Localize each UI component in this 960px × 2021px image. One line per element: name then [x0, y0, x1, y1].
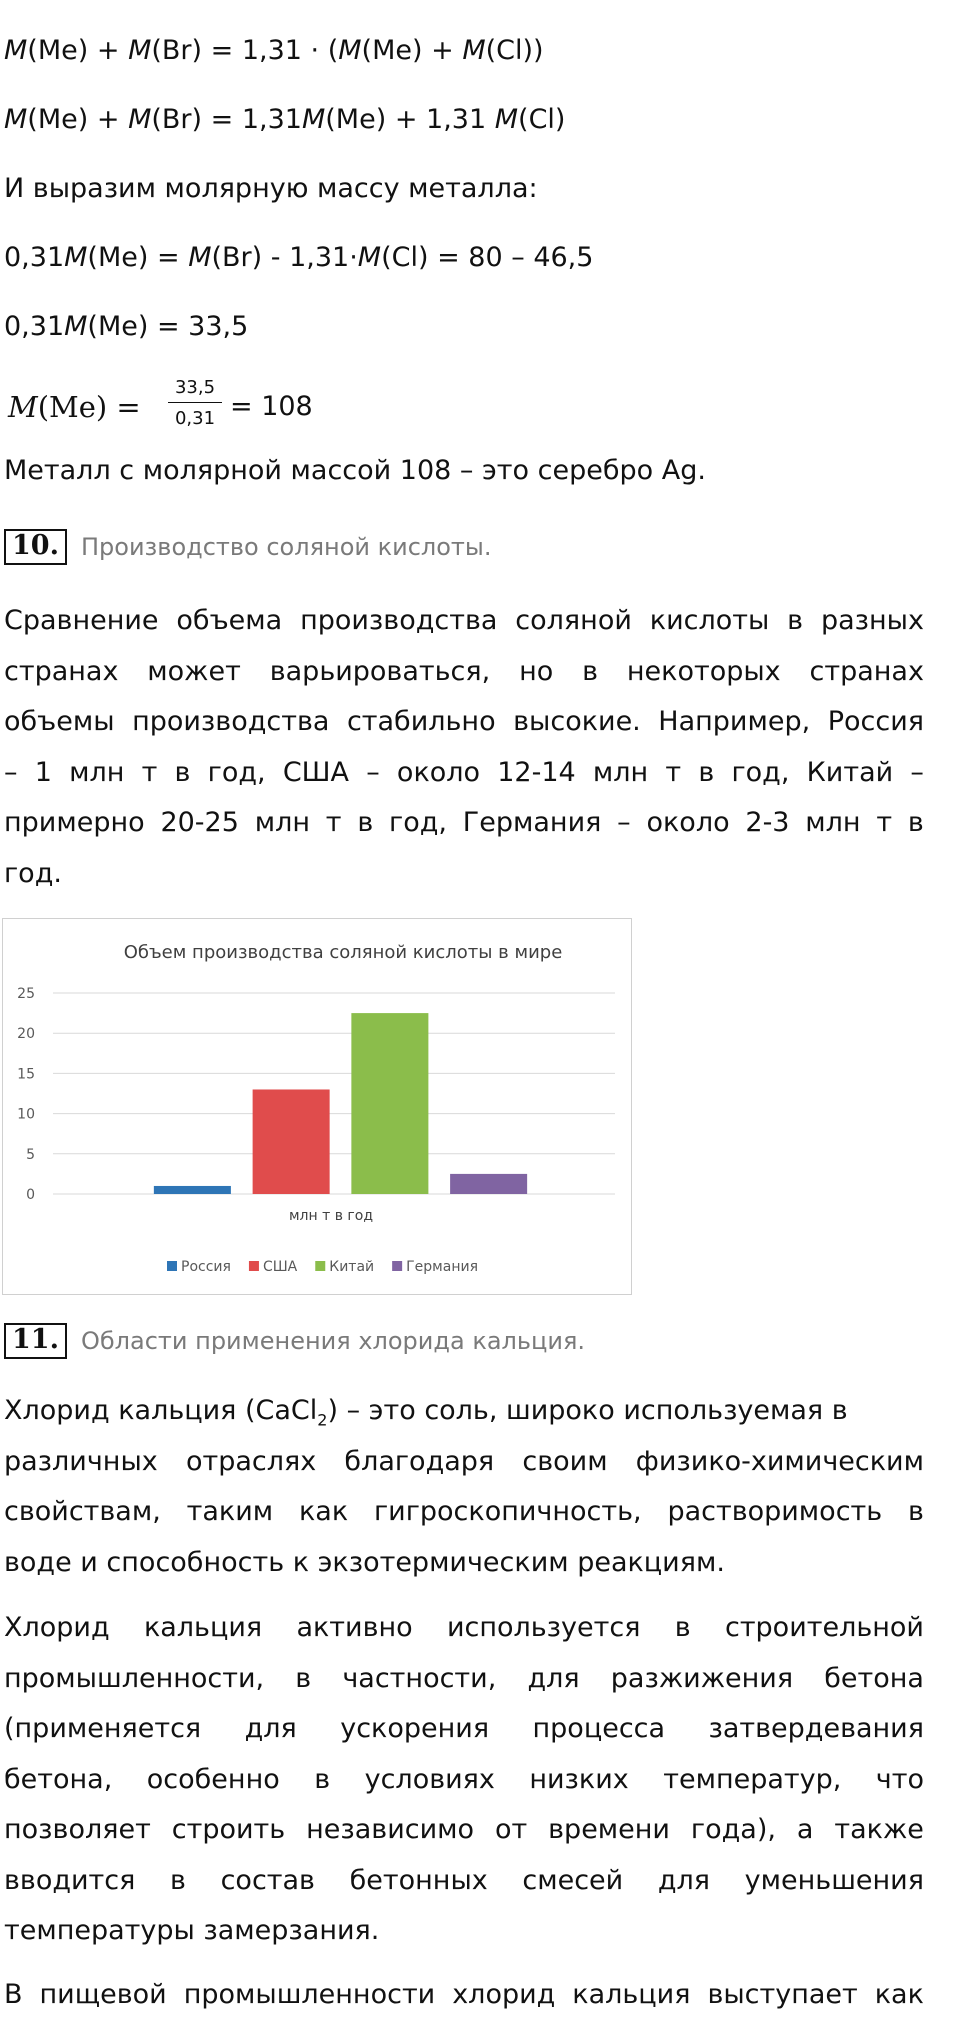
word: низких [529, 1763, 629, 1795]
word: независимо [306, 1814, 475, 1845]
eq-text: (Me) = 33,5 [87, 311, 249, 342]
eq-text: (Me) + [27, 35, 129, 66]
paragraph-line: воде и способность к экзотермическим реакциям. [4, 1546, 725, 1578]
eq-text: (Br) - 1,31· [211, 242, 358, 273]
word: пищевой [39, 1979, 167, 2010]
word: в [295, 1662, 312, 1694]
molar-mass-symbol: M [128, 35, 152, 66]
y-tick-label: 0 [26, 1187, 35, 1203]
legend-label: США [262, 1259, 298, 1275]
word: производства [132, 706, 330, 737]
word: объема [176, 605, 283, 636]
word: активно [296, 1612, 413, 1643]
word: как [874, 1979, 924, 2010]
eq-text: (Me) + 1,31 [325, 104, 495, 135]
word: промышленности, [4, 1662, 265, 1694]
intro-line: И выразим молярную массу металла: [4, 173, 538, 204]
bar-3 [351, 1013, 428, 1194]
chart-grid [53, 993, 615, 1194]
paragraph-line [4, 697, 924, 748]
word: – [910, 756, 924, 788]
word: млн [69, 756, 125, 788]
chart-svg [3, 919, 631, 1294]
word: бетона [824, 1662, 924, 1694]
eq-text: (Me) = [37, 390, 141, 424]
word: отраслях [185, 1445, 317, 1477]
chart-title: Объем производства соляной кислоты в мире [123, 942, 563, 963]
word: условиях [364, 1763, 495, 1795]
word: свойствам, [4, 1496, 161, 1527]
word: что [875, 1763, 924, 1795]
word: странах [4, 655, 119, 687]
word: Россия [827, 706, 924, 737]
molar-mass-symbol: M [494, 104, 519, 135]
y-tick-label: 15 [17, 1066, 35, 1083]
task-11-paragraph-3 [4, 1970, 924, 2021]
task-10-paragraph [4, 596, 924, 899]
word: уменьшения [744, 1864, 924, 1896]
paragraph-line: температуры замерзания. [4, 1915, 380, 1946]
molar-mass-symbol: M [462, 35, 486, 66]
word: строительной [724, 1612, 924, 1643]
word: млн [254, 807, 310, 838]
word: года), [690, 1814, 776, 1845]
molar-mass-symbol: M [128, 104, 152, 135]
legend-swatch [392, 1261, 402, 1271]
eq-text: 0,31 [4, 311, 65, 342]
y-tick-label: 25 [17, 986, 35, 1002]
equation-line-1 [4, 34, 544, 68]
molar-mass-symbol: M [338, 35, 362, 66]
paragraph-line [4, 1805, 924, 1856]
word: в [674, 1612, 691, 1643]
word: температур, [663, 1763, 842, 1795]
word: кислоты [649, 605, 770, 636]
fraction-numerator: 33,5 [168, 376, 222, 403]
word: около [396, 756, 481, 788]
word: Например, [658, 706, 811, 737]
word: состав [220, 1864, 315, 1896]
molar-mass-symbol: M [188, 242, 212, 273]
word: т [665, 756, 682, 788]
paragraph-line [4, 647, 924, 698]
word: физико-химическим [635, 1445, 924, 1477]
eq-text: (Me) = [87, 242, 189, 273]
word: т [876, 807, 893, 838]
y-tick-label: 10 [17, 1106, 35, 1123]
word: бетонных [349, 1864, 488, 1896]
word: выступает [707, 1979, 858, 2010]
eq-text: (Br) = 1,31 · ( [151, 35, 339, 66]
word: для [244, 1713, 297, 1744]
task-title: Производство соляной кислоты. [80, 533, 492, 561]
word: но [519, 655, 554, 687]
word: объемы [4, 706, 115, 737]
word: хлорид [452, 1979, 556, 2010]
fraction [168, 376, 222, 431]
bar-1 [154, 1186, 231, 1194]
molar-mass-symbol: M [4, 104, 28, 135]
word: в [698, 756, 715, 788]
word: соляной [515, 605, 632, 636]
task-11-paragraph-2 [4, 1603, 924, 1957]
word: своим [522, 1445, 608, 1477]
molar-mass-symbol: M [64, 311, 88, 342]
word: частности, [342, 1662, 497, 1694]
word: примерно [4, 807, 145, 838]
word: производства [300, 605, 498, 636]
word: – [366, 756, 380, 788]
paragraph-line [4, 1603, 924, 1654]
task-10-heading [4, 528, 492, 566]
fraction-lhs [8, 390, 141, 424]
paragraph-line [4, 748, 924, 799]
molar-mass-symbol: M [4, 35, 28, 66]
chart-bars [154, 1013, 527, 1194]
bar-chart [2, 918, 632, 1295]
word: В [4, 1979, 23, 2010]
eq-text: (Cl)) [485, 35, 544, 66]
word: для [527, 1662, 580, 1694]
word: смесей [522, 1864, 624, 1896]
task-number: 11. [4, 1323, 67, 1359]
legend-label: Китай [329, 1259, 375, 1275]
word: бетона, [4, 1763, 113, 1795]
word: 1 [34, 756, 52, 788]
word: используется [446, 1612, 641, 1643]
word: год, [207, 756, 266, 788]
paragraph-line [4, 1970, 924, 2021]
word: высокие. [513, 706, 641, 737]
molar-mass-symbol: M [357, 242, 382, 273]
word: в [908, 1496, 924, 1527]
paragraph-line [4, 1755, 924, 1806]
word: промышленности [183, 1979, 436, 2010]
text-fragment: Хлорид кальция (CaCl [4, 1395, 318, 1426]
word: стабильно [346, 706, 496, 737]
word: в [787, 605, 804, 636]
word: в [907, 807, 924, 838]
eq-text: (Me) + [361, 35, 463, 66]
word: варьироваться, [269, 655, 491, 687]
molar-mass-symbol: M [64, 242, 88, 273]
word: США [282, 756, 350, 788]
word: а [796, 1814, 814, 1845]
word: затвердевания [708, 1713, 924, 1744]
word: разных [820, 605, 924, 636]
task-11-heading [4, 1322, 585, 1360]
equation-line-4 [4, 310, 248, 344]
molar-mass-symbol: M [8, 390, 38, 424]
legend-swatch [315, 1261, 325, 1271]
chart-legend [167, 1259, 478, 1275]
y-axis-ticks [17, 986, 35, 1203]
word: также [834, 1814, 924, 1845]
paragraph-line [4, 1704, 924, 1755]
word: 12-14 [497, 756, 576, 788]
word: гигроскопичность, [373, 1496, 642, 1527]
word: разжижения [610, 1662, 794, 1694]
word: различных [4, 1445, 158, 1477]
task-number: 10. [4, 529, 67, 565]
word: от [494, 1814, 528, 1845]
word: позволяет [4, 1814, 151, 1845]
eq-text: (Cl) [518, 104, 566, 135]
word: Китай [806, 756, 894, 788]
word: год, [731, 756, 790, 788]
word: времени [548, 1814, 670, 1845]
paragraph-line [4, 1386, 924, 1437]
conclusion-line: Металл с молярной массой 108 – это серебро Ag. [4, 455, 706, 486]
word: кальция [143, 1612, 263, 1643]
word: около [646, 807, 730, 838]
eq-text: (Br) = 1,31 [151, 104, 302, 135]
eq-text: (Cl) = 80 – 46,5 [381, 242, 594, 273]
word: таким [186, 1496, 274, 1527]
word: в [170, 1864, 186, 1896]
word: 2-3 [745, 807, 790, 838]
word: Германия [462, 807, 602, 838]
paragraph-line [4, 1654, 924, 1705]
bar-4 [450, 1174, 527, 1194]
word: (применяется [4, 1713, 202, 1744]
word: млн [805, 807, 861, 838]
paragraph-line [4, 1487, 924, 1538]
word: – [617, 807, 631, 838]
legend-swatch [249, 1261, 259, 1271]
word: для [657, 1864, 711, 1896]
paragraph-line [4, 1856, 924, 1907]
word: растворимость [667, 1496, 883, 1527]
word: некоторых [626, 655, 781, 687]
task-title: Области применения хлорида кальция. [80, 1327, 586, 1355]
word: млн [592, 756, 649, 788]
word: год, [389, 807, 447, 838]
word: Хлорид [4, 1612, 110, 1643]
fraction-denominator: 0,31 [174, 408, 216, 429]
text-fragment: ) – это соль, широко используемая в [327, 1395, 848, 1426]
paragraph-line [4, 798, 924, 849]
word: ускорения [340, 1713, 490, 1744]
word: т [141, 756, 158, 788]
word: – [4, 756, 18, 788]
fraction-result: = 108 [230, 391, 313, 422]
y-tick-label: 5 [26, 1146, 35, 1163]
word: странах [809, 655, 924, 687]
word: благодаря [344, 1445, 495, 1477]
legend-label: Россия [181, 1259, 231, 1275]
task-11-paragraph-1 [4, 1386, 924, 1588]
eq-text: 0,31 [4, 242, 65, 273]
legend-label: Германия [406, 1259, 478, 1275]
word: процесса [532, 1713, 666, 1744]
word: в [357, 807, 374, 838]
word: Сравнение [4, 605, 159, 636]
x-axis-label: млн т в год [288, 1208, 374, 1224]
y-tick-label: 20 [17, 1026, 35, 1043]
word: в [582, 655, 599, 687]
word: кальция [572, 1979, 691, 2010]
subscript: 2 [317, 1410, 328, 1430]
equation-line-2 [4, 103, 565, 137]
word: в [314, 1763, 331, 1795]
word: т [325, 807, 342, 838]
paragraph-line: год. [4, 857, 62, 889]
bar-2 [253, 1089, 330, 1194]
word: может [147, 655, 241, 687]
word: строить [171, 1814, 286, 1845]
word: вводится [4, 1864, 136, 1896]
legend-swatch [167, 1261, 177, 1271]
paragraph-line [4, 1437, 924, 1488]
word: в [174, 756, 191, 788]
paragraph-text [4, 1386, 848, 1437]
eq-text: (Me) + [27, 104, 129, 135]
word: как [298, 1496, 349, 1527]
molar-mass-symbol: M [301, 104, 326, 135]
word: особенно [146, 1763, 280, 1795]
equation-line-3 [4, 241, 593, 275]
word: 20-25 [160, 807, 239, 838]
paragraph-line [4, 596, 924, 647]
